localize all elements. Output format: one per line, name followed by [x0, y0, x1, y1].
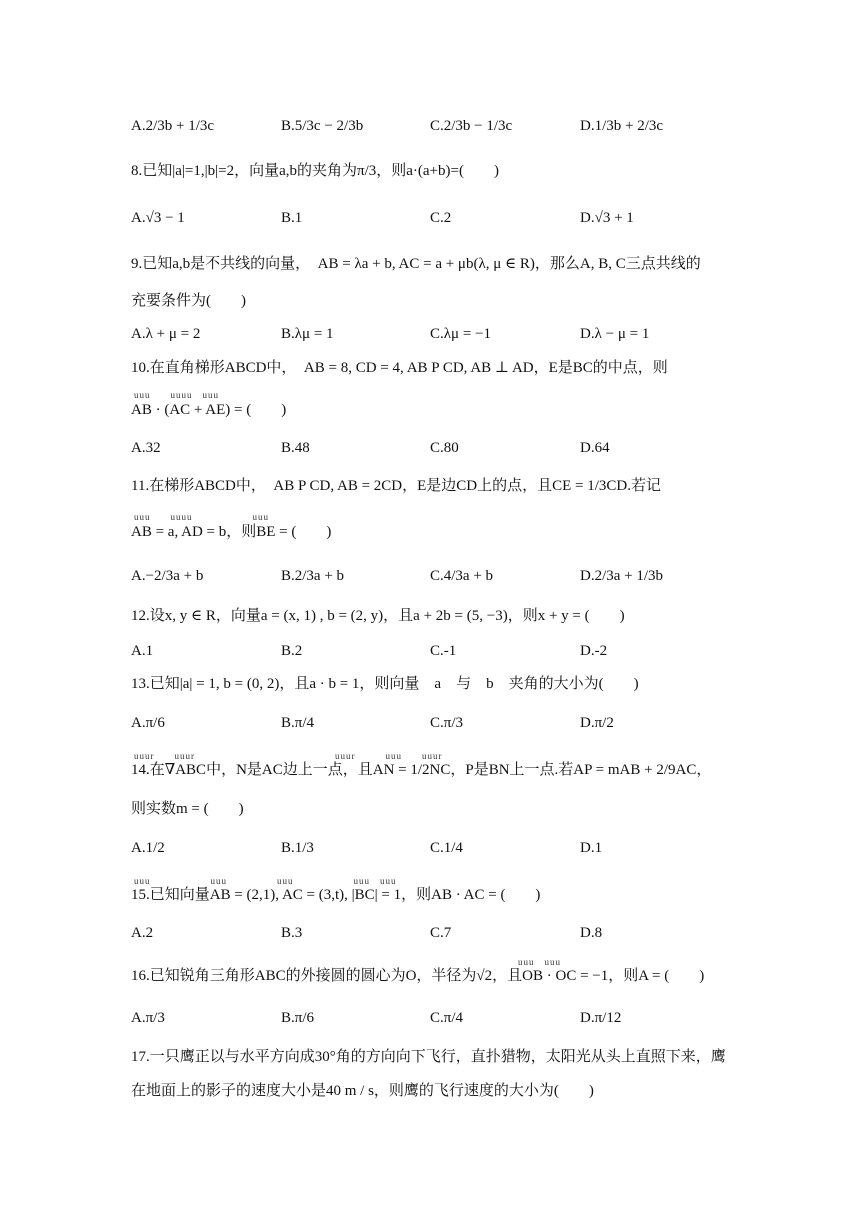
q10-option-b: B.48: [281, 440, 310, 456]
q16-option-d: D.π/12: [580, 1010, 622, 1026]
q15-option-c: C.7: [430, 925, 452, 941]
q10-stem-line1: 10.在直角梯形ABCD中， AB = 8, CD = 4, AB P CD, AB ⊥ AD，E是BC的中点，则: [131, 360, 668, 376]
q13-option-b: B.π/4: [281, 715, 314, 731]
q9-stem-line1: 9.已知a,b是不共线的向量， AB = λa + b, AC = a + μb(λ, μ ∈ R)，那么A, B, C三点共线的: [131, 256, 701, 272]
q14-stem-line1: 14.在∇ABC中，N是AC边上一点，且AN = 1/2NC，P是BN上一点.若AP = mAB + 2/9AC，: [131, 762, 712, 778]
q15-vector-marks: uuu uuu uuu uuu uuu: [134, 876, 397, 886]
q9-option-c: C.λμ = −1: [430, 326, 491, 342]
q13-option-d: D.π/2: [580, 715, 614, 731]
q15-option-b: B.3: [281, 925, 303, 941]
q10-option-c: C.80: [430, 440, 459, 456]
q14-option-c: C.1/4: [430, 840, 463, 856]
q10-option-d: D.64: [580, 440, 610, 456]
q10-vector-marks: uuu uuuu uuu: [134, 390, 220, 400]
q17-stem-line1: 17.一只鹰正以与水平方向成30°角的方向向下飞行，直扑猎物，太阳光从头上直照下来，鹰: [131, 1049, 726, 1065]
q11-option-c: C.4/3a + b: [430, 568, 494, 584]
q7-option-d: D.1/3b + 2/3c: [580, 118, 664, 134]
q11-option-b: B.2/3a + b: [281, 568, 345, 584]
q7-option-b: B.5/3c − 2/3b: [281, 118, 364, 134]
q14-option-d: D.1: [580, 840, 603, 856]
q8-option-d: D.√3 + 1: [580, 210, 634, 226]
q16-option-c: C.π/4: [430, 1010, 463, 1026]
q7-option-c: C.2/3b − 1/3c: [430, 118, 513, 134]
q13-option-a: A.π/6: [131, 715, 165, 731]
q17-stem-line2: 在地面上的影子的速度大小是40 m / s，则鹰的飞行速度的大小为( ): [131, 1083, 594, 1099]
q12-option-c: C.-1: [430, 643, 457, 659]
q9-stem-line2: 充要条件为( ): [131, 293, 246, 309]
q15-stem: 15.已知向量AB = (2,1), AC = (3,t), |BC| = 1，则AB · AC = ( ): [131, 887, 541, 903]
q11-vector-marks: uuu uuuu uuu: [134, 512, 270, 522]
q14-option-b: B.1/3: [281, 840, 314, 856]
q10-option-a: A.32: [131, 440, 161, 456]
q15-option-d: D.8: [580, 925, 603, 941]
q11-stem-line2: AB = a, AD = b，则BE = ( ): [131, 524, 332, 540]
q14-stem-line2: 则实数m = ( ): [131, 801, 244, 817]
q11-stem-line1: 11.在梯形ABCD中， AB P CD, AB = 2CD，E是边CD上的点，且CE = 1/3CD.若记: [131, 478, 662, 494]
q13-option-c: C.π/3: [430, 715, 463, 731]
q16-vector-marks: uuu uuu: [518, 957, 562, 967]
q11-option-a: A.−2/3a + b: [131, 568, 204, 584]
q13-stem: 13.已知|a| = 1, b = (0, 2)，且a · b = 1，则向量 a 与 b 夹角的大小为( ): [131, 676, 639, 692]
q9-option-a: A.λ + μ = 2: [131, 326, 201, 342]
q16-option-b: B.π/6: [281, 1010, 314, 1026]
q12-option-b: B.2: [281, 643, 303, 659]
q14-option-a: A.1/2: [131, 840, 165, 856]
q12-option-d: D.-2: [580, 643, 608, 659]
q10-stem-line2: AB · (AC + AE) = ( ): [131, 402, 287, 418]
q16-stem: 16.已知锐角三角形ABC的外接圆的圆心为O，半径为√2，且OB · OC = −1，则A = ( ): [131, 968, 705, 984]
q8-option-b: B.1: [281, 210, 303, 226]
q16-option-a: A.π/3: [131, 1010, 165, 1026]
q8-stem: 8.已知|a|=1,|b|=2，向量a,b的夹角为π/3，则a·(a+b)=( ): [131, 163, 499, 179]
q15-option-a: A.2: [131, 925, 154, 941]
q14-vector-marks: uuur uuur uuur uuu uuur: [134, 751, 443, 761]
q11-option-d: D.2/3a + 1/3b: [580, 568, 664, 584]
q9-option-b: B.λμ = 1: [281, 326, 334, 342]
q8-option-c: C.2: [430, 210, 452, 226]
q9-option-d: D.λ − μ = 1: [580, 326, 650, 342]
q12-stem: 12.设x, y ∈ R，向量a = (x, 1) , b = (2, y)，且a + 2b = (5, −3)，则x + y = ( ): [131, 608, 625, 624]
q7-option-a: A.2/3b + 1/3c: [131, 118, 215, 134]
q12-option-a: A.1: [131, 643, 154, 659]
q8-option-a: A.√3 − 1: [131, 210, 185, 226]
